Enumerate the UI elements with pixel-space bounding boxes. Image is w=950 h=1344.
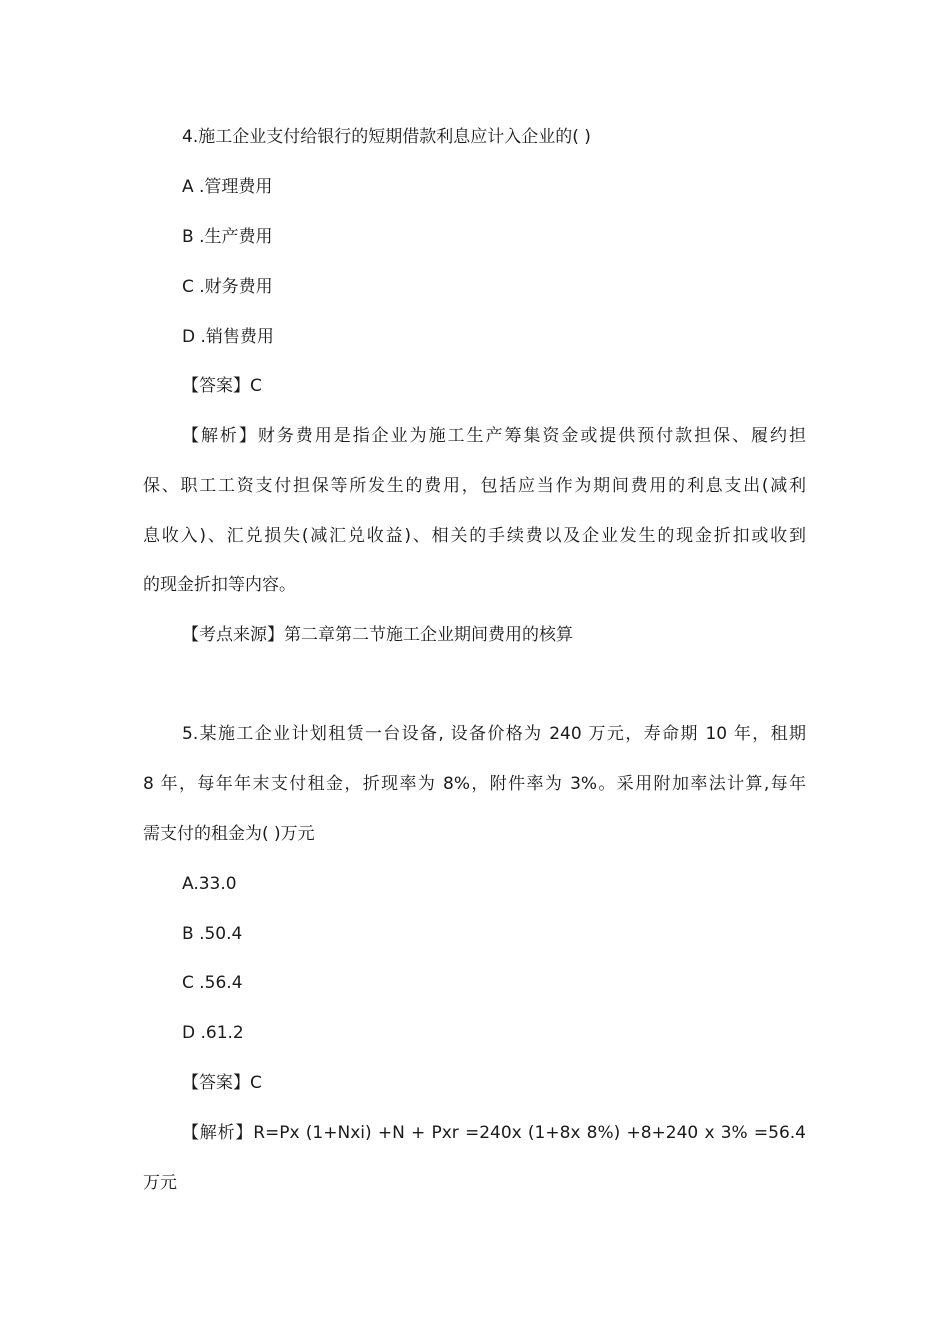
q4-answer: 【答案】C — [182, 376, 262, 396]
q4-option-b: B .生产费用 — [182, 227, 273, 247]
q5-analysis-line-2: 万元 — [143, 1173, 177, 1193]
q4-analysis-line-4: 的现金折扣等内容。 — [143, 575, 296, 595]
q5-stem-line-2: 8 年，每年年末支付租金，折现率为 8%，附件率为 3%。采用附加率法计算,每年 — [143, 774, 806, 794]
q5-stem-line-3: 需支付的租金为( )万元 — [143, 824, 315, 844]
q4-analysis-line-1: 【解析】财务费用是指企业为施工生产筹集资金或提供预付款担保、履约担 — [182, 426, 806, 446]
q5-option-d: D .61.2 — [182, 1023, 244, 1043]
q4-analysis-line-2: 保、职工工资支付担保等所发生的费用，包括应当作为期间费用的利息支出(减利 — [143, 476, 806, 496]
q5-option-a: A.33.0 — [182, 874, 237, 894]
q5-stem-line-1: 5.某施工企业计划租赁一台设备, 设备价格为 240 万元，寿命期 10 年，租期 — [182, 724, 806, 744]
q4-option-d: D .销售费用 — [182, 327, 274, 347]
q5-answer: 【答案】C — [182, 1073, 262, 1093]
q5-analysis-line-1: 【解析】R=Px (1+Nxi) +N + Pxr =240x (1+8x 8%) +8+240 x 3% =56.4 — [182, 1123, 806, 1143]
q4-option-a: A .管理费用 — [182, 177, 273, 197]
q5-option-b: B .50.4 — [182, 924, 243, 944]
q4-stem: 4.施工企业支付给银行的短期借款利息应计入企业的( ) — [182, 127, 591, 147]
q4-analysis-line-3: 息收入)、汇兑损失(减汇兑收益)、相关的手续费以及企业发生的现金折扣或收到 — [143, 526, 806, 546]
q4-option-c: C .财务费用 — [182, 277, 273, 297]
q5-option-c: C .56.4 — [182, 973, 243, 993]
q4-source: 【考点来源】第二章第二节施工企业期间费用的核算 — [182, 625, 573, 645]
